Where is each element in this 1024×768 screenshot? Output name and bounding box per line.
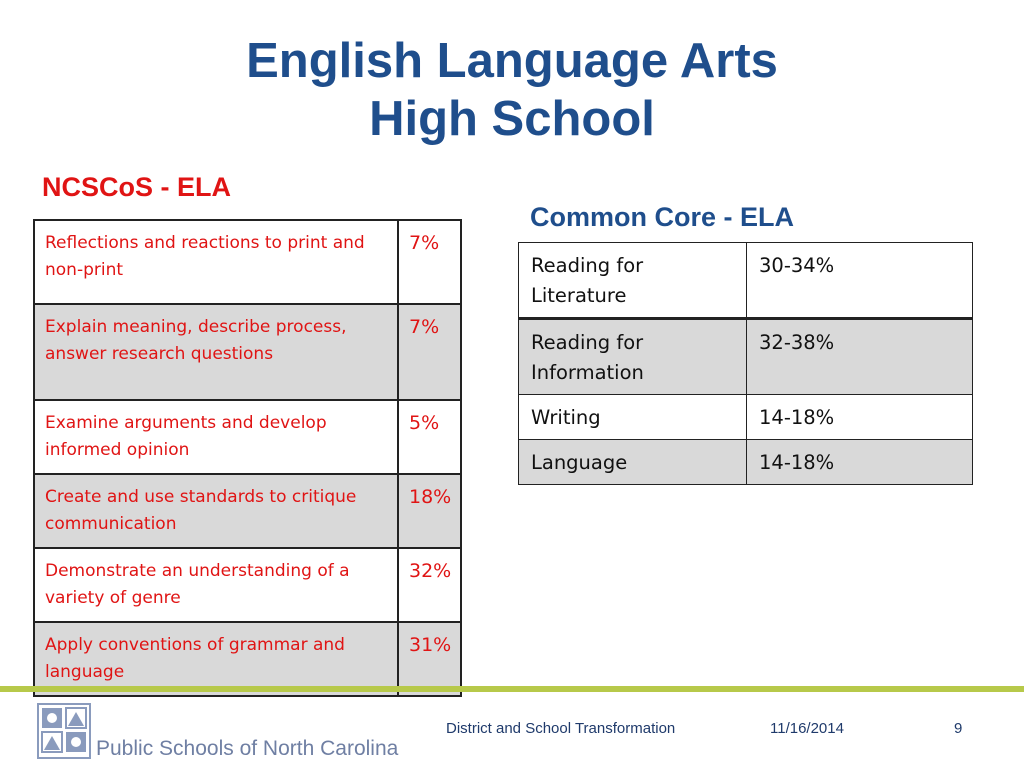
table-row — [519, 243, 973, 319]
ncscos-percent: 32% — [398, 548, 461, 622]
ncscos-description: Explain meaning, describe process, answer research questions — [34, 304, 398, 400]
common-core-label: Reading for Literature — [519, 243, 747, 319]
table-row — [34, 220, 461, 304]
table-row — [34, 548, 461, 622]
table-row — [34, 622, 461, 696]
table-row — [34, 304, 461, 400]
common-core-heading: Common Core - ELA — [530, 202, 795, 232]
common-core-range: 14-18% — [747, 440, 973, 485]
footer-page-number: 9 — [954, 720, 963, 737]
footer-organization: Public Schools of North Carolina — [96, 737, 399, 760]
ncscos-percent: 18% — [398, 474, 461, 548]
page-title — [0, 32, 1024, 148]
common-core-label: Language — [519, 440, 747, 485]
table-row — [519, 440, 973, 485]
ncscos-description: Create and use standards to critique communication — [34, 474, 398, 548]
common-core-range: 32-38% — [747, 319, 973, 395]
title-line-1: English Language Arts — [246, 34, 778, 88]
ncscos-percent: 7% — [398, 304, 461, 400]
common-core-label: Reading for Information — [519, 319, 747, 395]
ncscos-percent: 5% — [398, 400, 461, 474]
table-row — [34, 400, 461, 474]
table-row — [519, 395, 973, 440]
footer-date: 11/16/2014 — [770, 720, 844, 737]
common-core-label: Writing — [519, 395, 747, 440]
ncscos-description: Apply conventions of grammar and language — [34, 622, 398, 696]
table-row — [34, 474, 461, 548]
nc-state-seal-logo-icon — [36, 702, 92, 760]
ncscos-heading: NCSCoS - ELA — [42, 172, 231, 202]
title-line-2: High School — [369, 92, 655, 146]
ncscos-description: Reflections and reactions to print and non-print — [34, 220, 398, 304]
table-row — [519, 319, 973, 395]
footer-department: District and School Transformation — [446, 720, 676, 737]
ncscos-table — [33, 219, 462, 697]
ncscos-description: Demonstrate an understanding of a variety of genre — [34, 548, 398, 622]
common-core-table — [518, 242, 973, 485]
ncscos-description: Examine arguments and develop informed opinion — [34, 400, 398, 474]
ncscos-percent: 7% — [398, 220, 461, 304]
common-core-range: 14-18% — [747, 395, 973, 440]
common-core-range: 30-34% — [747, 243, 973, 319]
ncscos-percent: 31% — [398, 622, 461, 696]
footer-divider — [0, 686, 1024, 692]
